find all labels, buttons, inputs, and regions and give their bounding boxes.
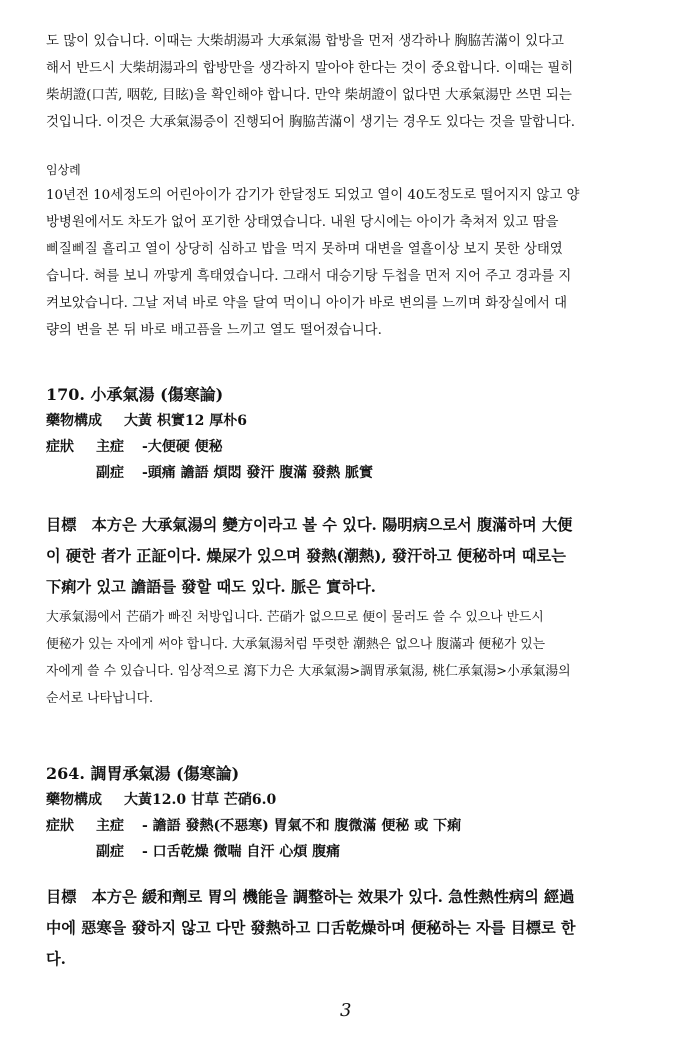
composition-label: 藥物構成 <box>46 792 102 808</box>
sub-symptom-value: -頭痛 譫語 煩悶 發汗 腹滿 發熱 脈實 <box>142 465 374 481</box>
case-section <box>46 160 658 344</box>
goal-line: 中에 惡寒을 發하지 않고 다만 發熱하고 口舌乾燥하며 便秘하는 자를 目標로 한 <box>46 919 576 937</box>
text-line: 10년전 10세정도의 어린아이가 감기가 한달정도 되었고 열이 40도정도로 떨어지지 않고 양 <box>46 188 580 203</box>
composition-value: 大黃 枳實12 厚朴6 <box>124 413 247 429</box>
text-line: 켜보았습니다. 그날 저녁 바로 약을 달여 먹이니 아이가 바로 변의를 느끼며 화장실에서 대 <box>46 296 568 311</box>
goal-line: 下痢가 있고 譫語를 發할 때도 있다. 脈은 實하다. <box>46 578 376 596</box>
case-heading: 임상례 <box>46 163 81 177</box>
section-170-title: 170. 小承氣湯 (傷寒論) <box>46 385 224 404</box>
text-line: 량의 변을 본 뒤 바로 배고픔을 느끼고 열도 떨어졌습니다. <box>46 323 382 338</box>
section-170 <box>46 383 658 486</box>
text-line: 순서로 나타납니다. <box>46 691 154 706</box>
text-line: 해서 반드시 大柴胡湯과의 합방만을 생각하지 말아야 한다는 것이 중요합니다. 이때는 필히 <box>46 61 574 76</box>
section-264-sub-symptom <box>46 839 658 865</box>
main-symptom-label: 主症 <box>96 439 124 455</box>
sub-symptom-label: 副症 <box>96 465 124 481</box>
section-170-main-symptom <box>46 434 658 460</box>
goal-line: 目標 本方은 大承氣湯의 變方이라고 볼 수 있다. 陽明病으로서 腹滿하며 大便 <box>46 516 573 534</box>
intro-paragraph <box>46 28 658 136</box>
section-264-goal <box>46 882 658 975</box>
text-line: 방병원에서도 차도가 없어 포기한 상태였습니다. 내원 당시에는 아이가 축쳐저 있고 땀을 <box>46 215 559 230</box>
main-symptom-value: - 譫語 發熱(不惡寒) 胃氣不和 腹微滿 便秘 或 下痢 <box>142 818 462 834</box>
section-170-note <box>46 604 658 712</box>
goal-line: 이 硬한 者가 正証이다. 燥屎가 있으며 發熱(潮熱), 發汗하고 便秘하며 때로는 <box>46 547 566 565</box>
main-symptom-label: 主症 <box>96 818 124 834</box>
page-number: 3 <box>340 1000 352 1021</box>
text-line: 자에게 쓸 수 있습니다. 임상적으로 瀉下力은 大承氣湯>調胃承氣湯, 桃仁承氣湯>小承氣湯의 <box>46 664 571 679</box>
section-264 <box>46 762 658 865</box>
composition-value: 大黃12.0 甘草 芒硝6.0 <box>124 792 277 808</box>
section-170-sub-symptom <box>46 460 658 486</box>
text-line: 도 많이 있습니다. 이때는 大柴胡湯과 大承氣湯 합방을 먼저 생각하나 胸脇苦滿이 있다고 <box>46 34 564 49</box>
section-264-composition <box>46 787 658 813</box>
text-line: 습니다. 혀를 보니 까맣게 흑태였습니다. 그래서 대승기탕 두첩을 먼저 지어 주고 경과를 지 <box>46 269 572 284</box>
symptom-label: 症狀 <box>46 439 74 455</box>
section-264-title: 264. 調胃承氣湯 (傷寒論) <box>46 764 240 783</box>
section-170-composition <box>46 408 658 434</box>
section-170-goal <box>46 510 658 603</box>
sub-symptom-value: - 口舌乾燥 微喘 自汗 心煩 腹痛 <box>142 844 341 860</box>
section-264-main-symptom <box>46 813 658 839</box>
symptom-label: 症狀 <box>46 818 74 834</box>
goal-line: 目標 本方은 緩和劑로 胃의 機能을 調整하는 效果가 있다. 急性熱性病의 經過 <box>46 888 575 906</box>
text-line: 柴胡證(口苦, 咽乾, 目眩)을 확인해야 합니다. 만약 柴胡證이 없다면 大承氣湯만 쓰면 되는 <box>46 88 572 103</box>
goal-line: 다. <box>46 950 66 968</box>
sub-symptom-label: 副症 <box>96 844 124 860</box>
text-line: 便秘가 있는 자에게 써야 합니다. 大承氣湯처럼 뚜렷한 潮熱은 없으나 腹滿과 便秘가 있는 <box>46 637 546 652</box>
main-symptom-value: -大便硬 便秘 <box>142 439 223 455</box>
text-line: 것입니다. 이것은 大承氣湯증이 진행되어 胸脇苦滿이 생기는 경우도 있다는 것을 말합니다. <box>46 115 576 130</box>
composition-label: 藥物構成 <box>46 413 102 429</box>
text-line: 大承氣湯에서 芒硝가 빠진 처방입니다. 芒硝가 없으므로 便이 물러도 쓸 수 있으나 반드시 <box>46 610 544 625</box>
text-line: 삐질삐질 흘리고 열이 상당히 심하고 밥을 먹지 못하며 대변을 열흘이상 보지 못한 상태였 <box>46 242 563 257</box>
